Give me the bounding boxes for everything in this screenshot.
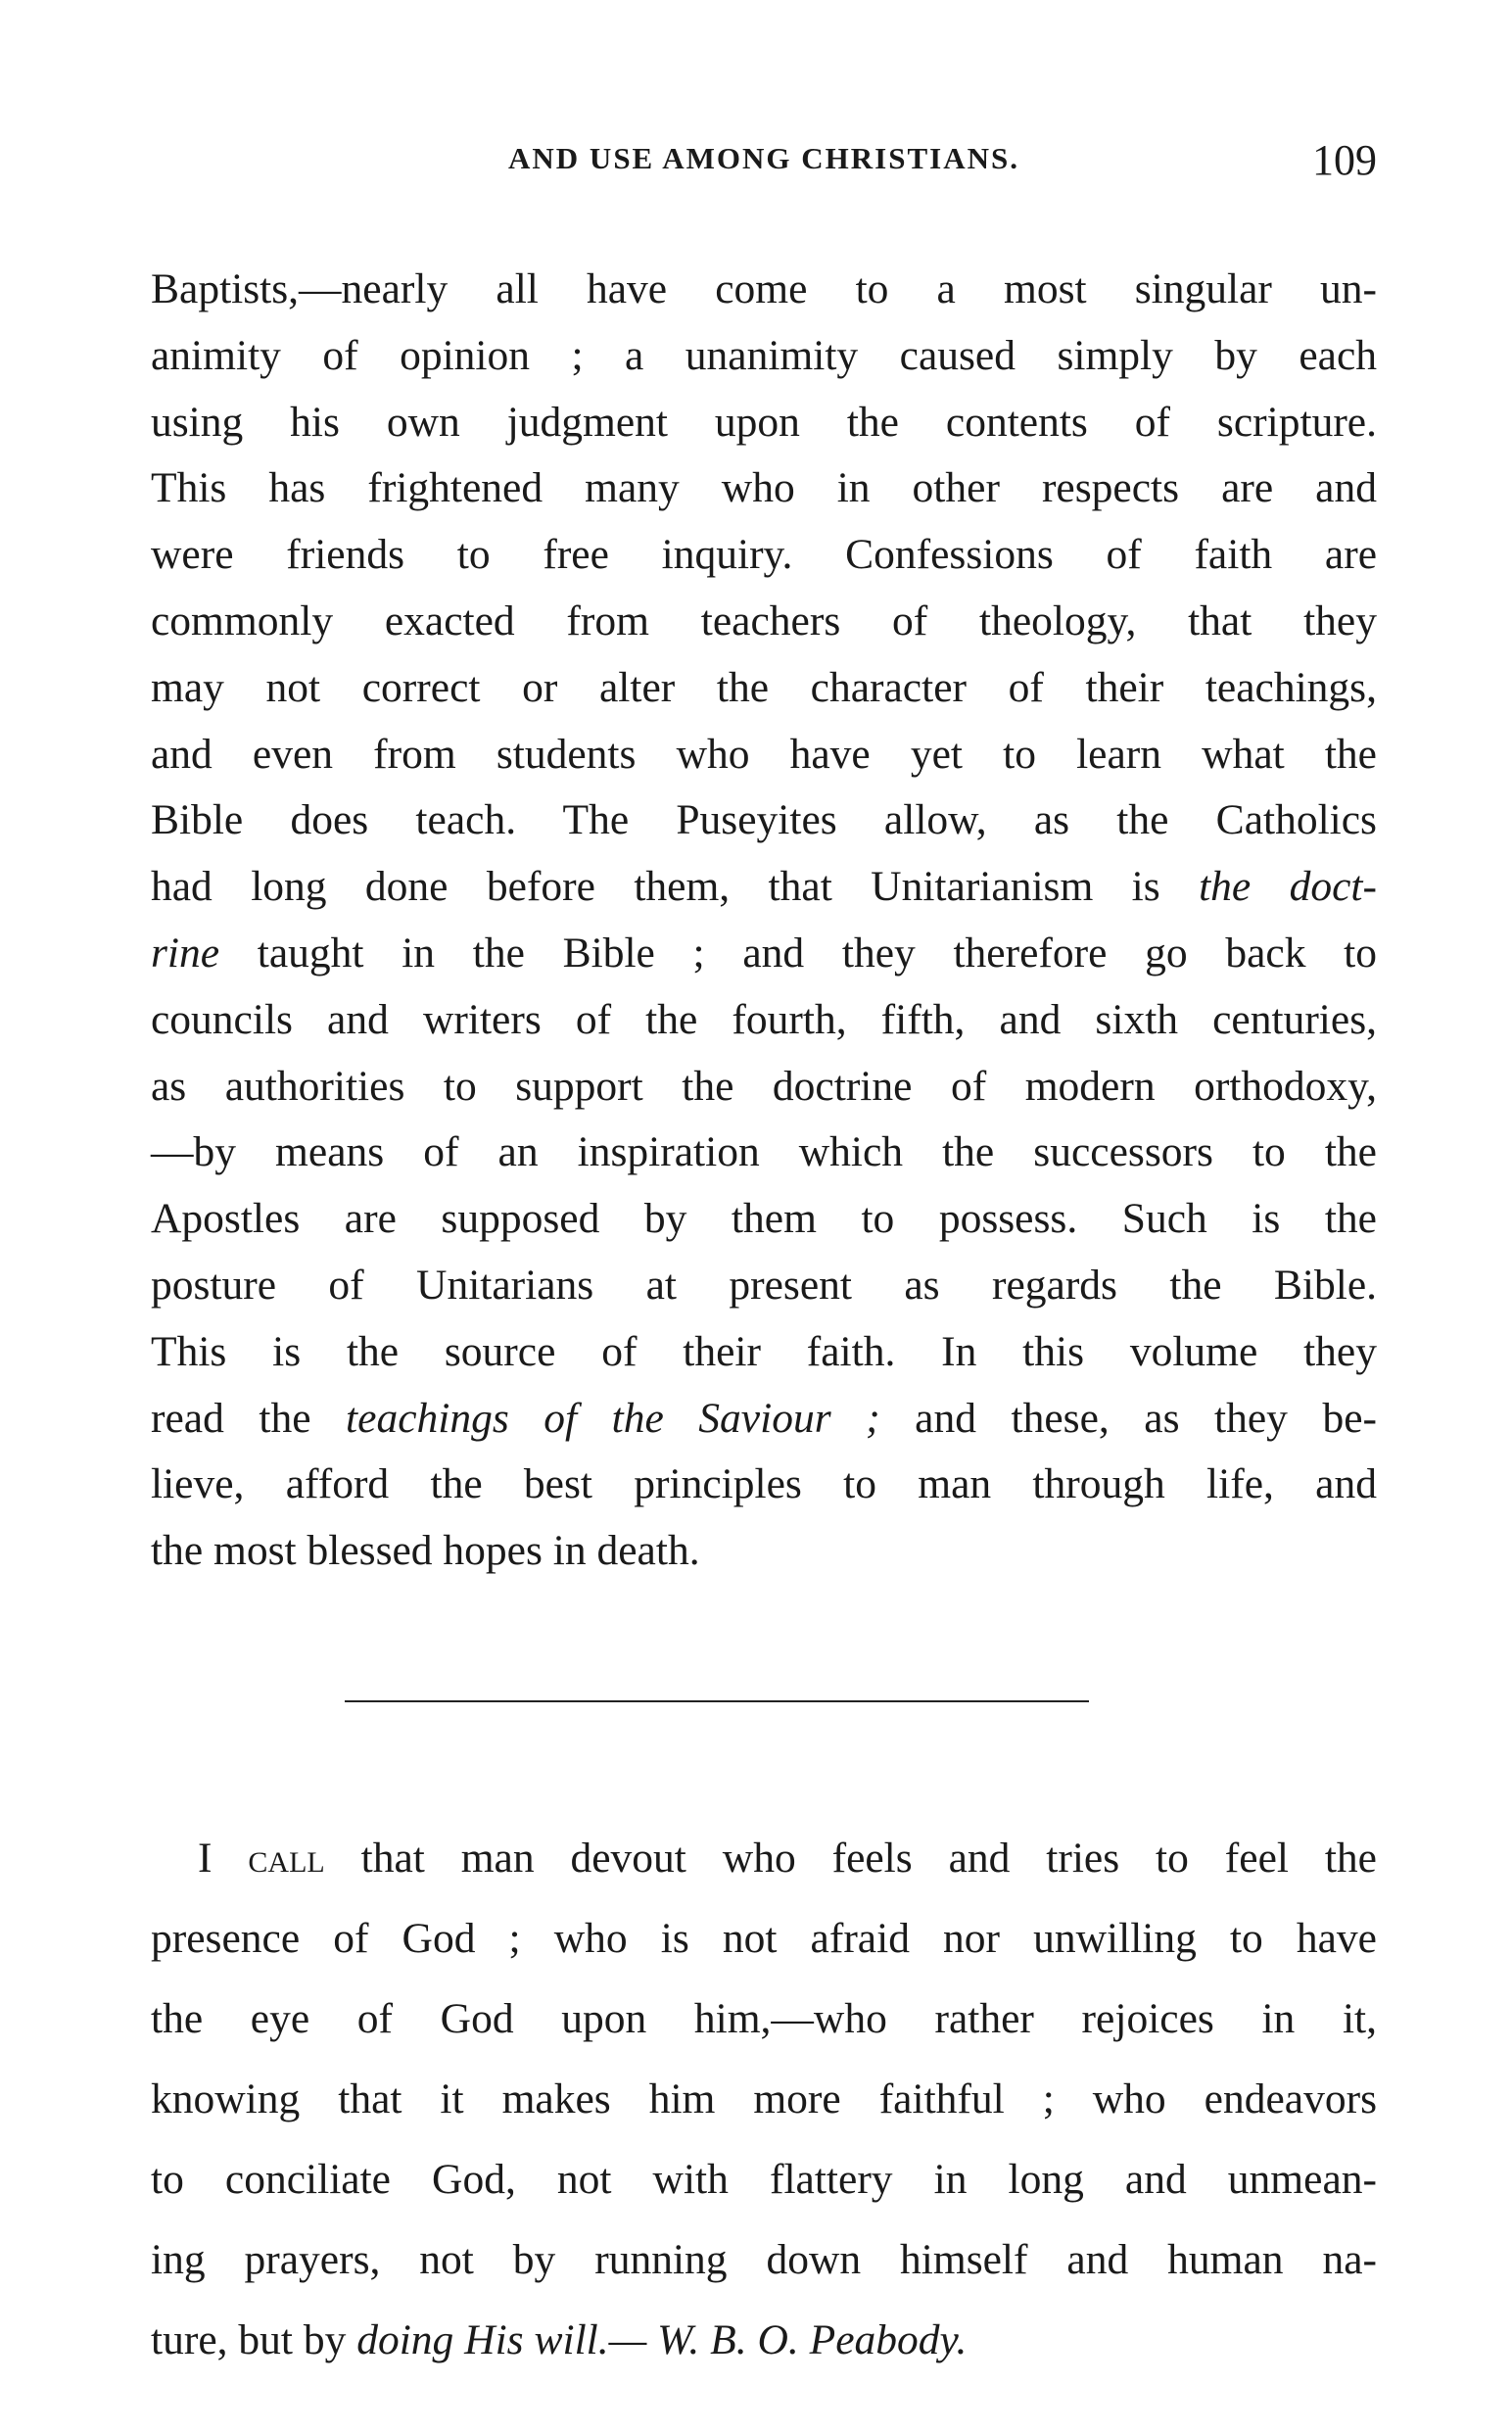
text-line: Baptists,—nearly all have come to a most singular un-: [151, 265, 1377, 312]
text-line: ing prayers, not by running down himself and human na-: [151, 2236, 1377, 2283]
paragraph-2: [151, 1818, 1377, 2380]
text-segment: and these, as they be-: [879, 1394, 1377, 1442]
text-line: were friends to free inquiry. Confessions of faith are: [151, 531, 1377, 579]
smallcaps-text: call: [248, 1835, 325, 1882]
text-line: councils and writers of the fourth, fifth, and sixth centuries,: [151, 995, 1377, 1043]
text-segment: had long done before them, that Unitarianism is: [151, 863, 1200, 911]
text-line: [151, 1818, 1377, 1898]
page-number: 109: [1312, 136, 1377, 184]
text-segment: ture, but by: [151, 2316, 357, 2363]
text-line: [151, 921, 1377, 987]
italic-text: doing His will.— W. B. O. Peabody.: [356, 2316, 968, 2363]
text-line: lieve, afford the best principles to man through life, and: [151, 1460, 1377, 1508]
text-line: This is the source of their faith. In this volume they: [151, 1327, 1377, 1375]
text-line: animity of opinion ; a unanimity caused simply by each: [151, 331, 1377, 379]
text-line: and even from students who have yet to learn what the: [151, 730, 1377, 778]
text-line: the eye of God upon him,—who rather rejoices in it,: [151, 1995, 1377, 2042]
text-line: to conciliate God, not with flattery in long and unmean-: [151, 2156, 1377, 2203]
section-divider: [345, 1700, 1089, 1702]
text-line: knowing that it makes him more faithful ; who endeavors: [151, 2075, 1377, 2122]
text-line: Apostles are supposed by them to possess. Such is the: [151, 1195, 1377, 1243]
text-line: posture of Unitarians at present as regards the Bible.: [151, 1261, 1377, 1309]
text-line: using his own judgment upon the contents of scripture.: [151, 398, 1377, 446]
text-line: —by means of an inspiration which the successors to the: [151, 1128, 1377, 1176]
text-line: [151, 854, 1377, 921]
text-segment: taught in the Bible ; and they therefore go back to: [219, 929, 1377, 977]
italic-text: rine: [151, 929, 220, 977]
text-line: the most blessed hopes in death.: [151, 1527, 700, 1575]
text-line: This has frightened many who in other respects are and: [151, 464, 1377, 512]
text-line: may not correct or alter the character of their teachings,: [151, 663, 1377, 711]
dropcap: I: [198, 1835, 213, 1882]
text-line: presence of God ; who is not afraid nor unwilling to have: [151, 1915, 1377, 1962]
text-line: commonly exacted from teachers of theology, that they: [151, 596, 1377, 644]
text-segment: read the: [151, 1394, 347, 1442]
italic-text: teachings of the Saviour ;: [346, 1394, 880, 1442]
page-header: [151, 135, 1377, 190]
text-line: as authorities to support the doctrine of modern orthodoxy,: [151, 1062, 1377, 1110]
text-line: [151, 2300, 1377, 2380]
italic-text: the doct-: [1199, 863, 1377, 911]
text-segment: that man devout who feels and tries to feel the: [324, 1835, 1377, 1882]
text-line: [151, 1386, 1377, 1453]
running-head: AND USE AMONG CHRISTIANS.: [508, 141, 1019, 175]
text-line: Bible does teach. The Puseyites allow, as the Catholics: [151, 796, 1377, 844]
paragraph-1: [151, 257, 1377, 1585]
